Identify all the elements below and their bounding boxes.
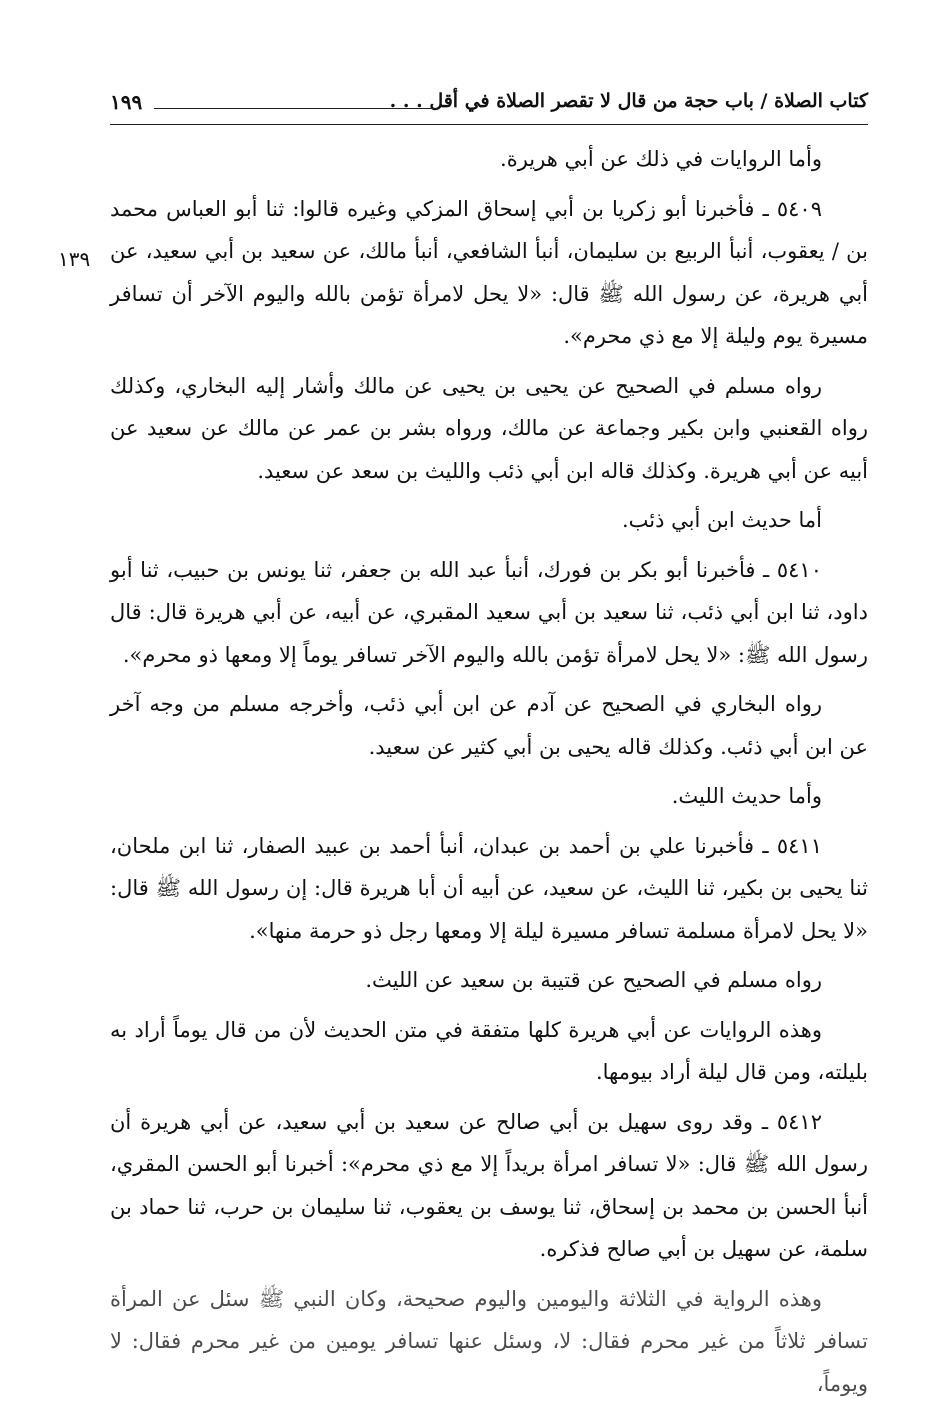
paragraph-hadith-5410: ٥٤١٠ ـ فأخبرنا أبو بكر بن فورك، أنبأ عبد الله بن جعفر، ثنا يونس بن حبيب، ثنا أبو داود، ثنا ابن أبي ذئب، ثنا سعيد بن أبي سعيد المقبري، عن أبيه، عن أبي هريرة قال: قال رسول الله ﷺ: «لا يحل لامرأة تؤمن بالله واليوم الآخر تسافر يوماً إلا ومعها ذو محرم». [110, 557, 868, 667]
paragraph-commentary: رواه مسلم في الصحيح عن يحيى بن يحيى عن مالك وأشار إليه البخاري، وكذلك رواه القعنبي وابن بكير وجماعة عن مالك، ورواه بشر بن عمر عن مالك عن سعيد عن أبيه عن أبي هريرة. وكذلك قاله ابن أبي ذئب والليث بن سعد عن سعيد. [110, 373, 868, 483]
paragraph-intro: وأما الروايات في ذلك عن أبي هريرة. [500, 147, 822, 171]
header-rule [154, 108, 438, 109]
paragraph-commentary: رواه البخاري في الصحيح عن آدم عن ابن أبي ذئب، وأخرجه مسلم من وجه آخر عن ابن أبي ذئب. وكذلك قاله يحيى بن أبي كثير عن سعيد. [110, 692, 868, 759]
body-text [110, 138, 868, 1412]
page-number: ١٩٩ [110, 90, 148, 114]
paragraph-subheading: وأما حديث الليث. [671, 784, 822, 808]
paragraph-closing: وهذه الرواية في الثلاثة واليومين واليوم صحيحة، وكان النبي ﷺ سئل عن المرأة تسافر ثلاثاً من غير محرم فقال: لا، وسئل عنها تسافر يومين من غير محرم فقال: لا ويوماً، [110, 1286, 868, 1396]
chapter-title: كتاب الصلاة / باب حجة من قال لا تقصر الصلاة في أقل . . . [389, 90, 868, 112]
paragraph-commentary: وهذه الروايات عن أبي هريرة كلها متفقة في متن الحديث لأن من قال يوماً أراد به بليلته، ومن قال ليلة أراد بيومها. [110, 1017, 868, 1084]
paragraph-subheading: أما حديث ابن أبي ذئب. [622, 508, 822, 532]
paragraph-hadith-5411: ٥٤١١ ـ فأخبرنا علي بن أحمد بن عبدان، أنبأ أحمد بن عبيد الصفار، ثنا ابن ملحان، ثنا يحيى بن بكير، ثنا الليث، عن سعيد، عن أبيه أن أبا هريرة قال: إن رسول الله ﷺ قال: «لا يحل لامرأة مسلمة تسافر مسيرة ليلة إلا ومعها رجل ذو حرمة منها». [110, 833, 868, 943]
paragraph-hadith-5409: ٥٤٠٩ ـ فأخبرنا أبو زكريا بن أبي إسحاق المزكي وغيره قالوا: ثنا أبو العباس محمد بن / يعقوب، أنبأ الربيع بن سليمان، أنبأ الشافعي، أنبأ مالك، عن سعيد بن أبي سعيد، عن أبي هريرة، عن رسول الله ﷺ قال: «لا يحل لامرأة تؤمن بالله واليوم الآخر أن تسافر مسيرة يوم وليلة إلا مع ذي محرم». [110, 196, 869, 348]
paragraph-commentary: رواه مسلم في الصحيح عن قتيبة بن سعيد عن الليث. [365, 968, 822, 992]
paragraph-hadith-5412: ٥٤١٢ ـ وقد روى سهيل بن أبي صالح عن سعيد بن أبي سعيد، عن أبي هريرة أن رسول الله ﷺ قال: «لا تسافر امرأة بريداً إلا مع ذي محرم»: أخبرنا أبو الحسن المقري، أنبأ الحسن بن محمد بن إسحاق، ثنا يوسف بن يعقوب، ثنا سليمان بن حرب، ثنا حماد بن سلمة، عن سهيل بن أبي صالح فذكره. [110, 1109, 868, 1261]
running-header [110, 88, 868, 125]
margin-page-reference: ١٣٩ [58, 247, 91, 271]
